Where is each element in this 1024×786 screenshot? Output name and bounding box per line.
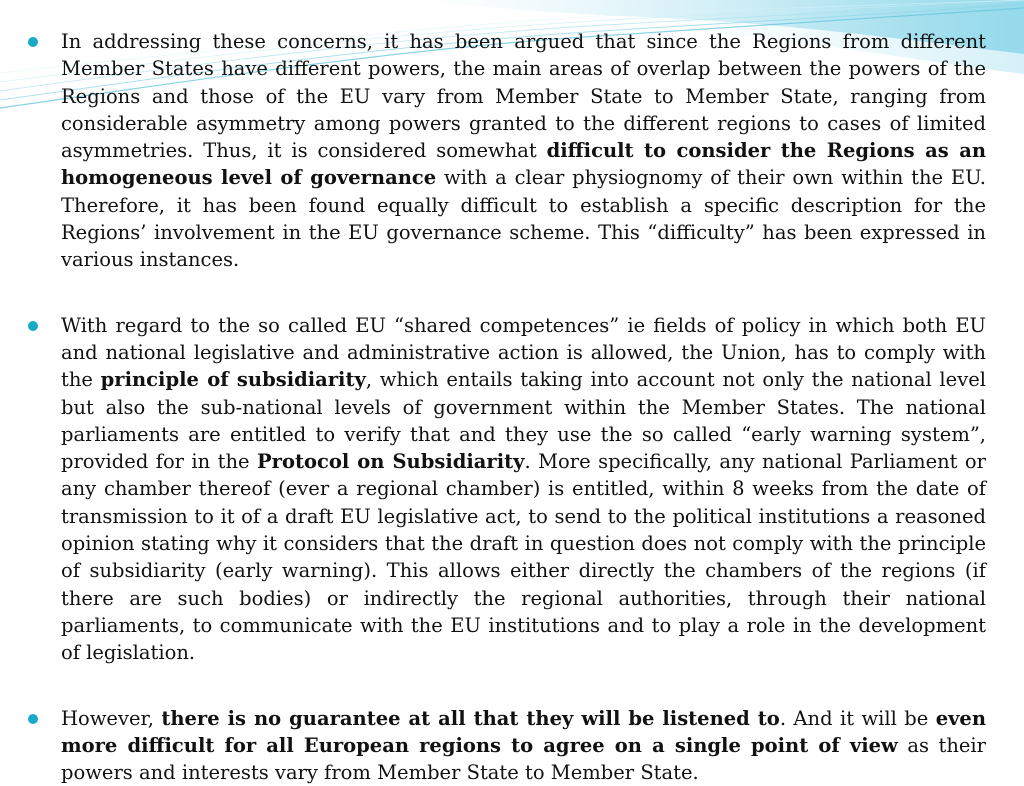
bullet-item xyxy=(28,705,986,786)
bullet-segment: . More specifically, any national Parliament or any chamber thereof (ever a regional chamber) is entitled, within 8 weeks from the date of transmission to it of a draft EU legislative act, to send to the political institutions a reasoned opinion stating why it considers that the draft in question does not comply with the principle of subsidiarity (early warning). This allows either directly the chambers of the regions (if there are such bodies) or indirectly the regional authorities, through their national parliaments, to communicate with the EU institutions and to play a role in the development of legislation. xyxy=(61,450,986,665)
bullet-segment: However, xyxy=(61,706,162,730)
slide-content xyxy=(28,28,986,786)
bullet-icon xyxy=(28,37,38,47)
bullet-icon xyxy=(28,321,38,331)
bullet-icon xyxy=(28,714,38,724)
bold-emphasis-text: even more difficult for all European regions to agree on a single point of view xyxy=(61,706,987,757)
bullet-segment: With regard to the so called EU “shared competences” ie fields of policy in which both EU and national legislative and administrative action is allowed, the Union, has to comply with the xyxy=(61,313,986,392)
bold-emphasis-text: principle of subsidiarity xyxy=(100,368,366,392)
bullet-segment: , which entails taking into account not only the national level but also the sub-national levels of government within the Member States. The national parliaments are entitled to verify that and they use the so called “early warning system”, provided for in the xyxy=(61,368,987,474)
bullet-text xyxy=(61,707,986,785)
bullet-segment: with a clear physiognomy of their own within the EU. Therefore, it has been found equally difficult to establish a specific description for the Regions’ involvement in the EU governance scheme. This “difficulty” has been expressed in various instances. xyxy=(61,166,986,272)
bold-emphasis-text: there is no guarantee at all that they will be listened to xyxy=(161,706,780,730)
bold-emphasis-text: Protocol on Subsidiarity xyxy=(257,450,525,474)
bullet-item xyxy=(28,312,986,667)
bullet-segment: In addressing these concerns, it has been argued that since the Regions from different Member States have different powers, the main areas of overlap between the powers of the Regions and those of the EU vary from Member State to Member State, ranging from considerable asymmetry among powers granted to the different regions to cases of limited asymmetries. Thus, it is considered somewhat xyxy=(61,30,986,163)
bullet-item xyxy=(28,28,986,274)
bullet-text xyxy=(61,30,986,271)
bullet-text xyxy=(61,314,986,665)
bullet-segment: . And it will be xyxy=(779,706,936,730)
bold-emphasis-text: difficult to consider the Regions as an homogeneous level of governance xyxy=(61,139,987,190)
bullet-segment: as their powers and interests vary from Member State to Member State. xyxy=(61,733,986,785)
